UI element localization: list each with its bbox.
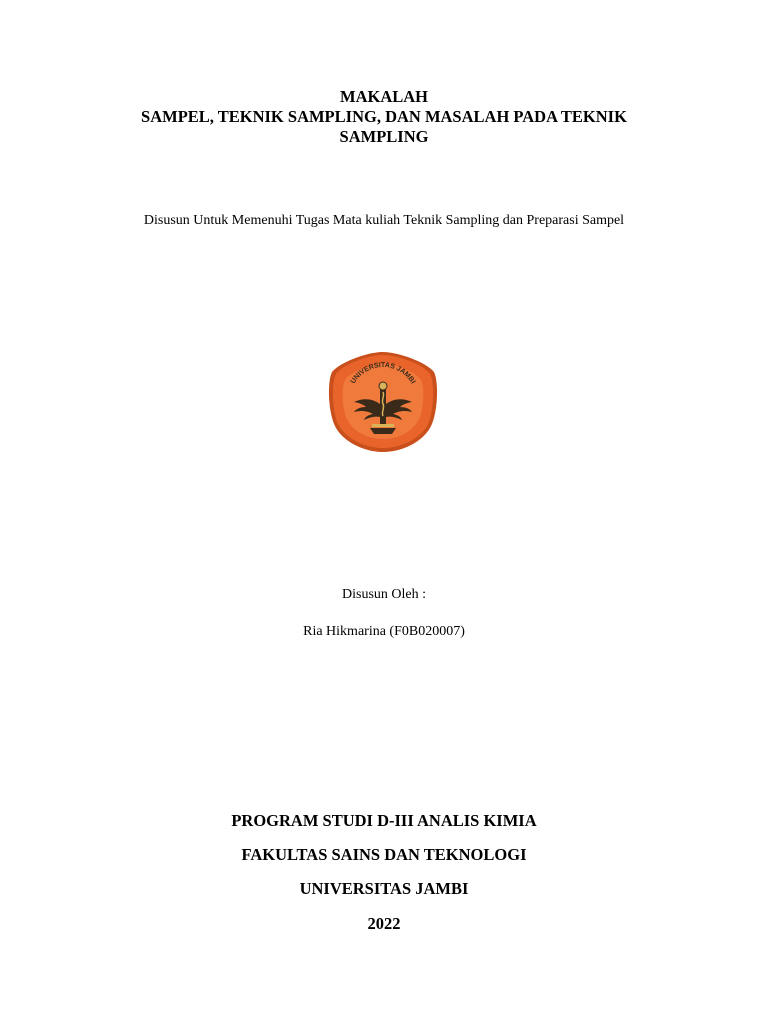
logo-base [370, 428, 396, 434]
title-line-2: SAMPEL, TEKNIK SAMPLING, DAN MASALAH PADA TEKNIK [141, 107, 627, 126]
faculty-name: FAKULTAS SAINS DAN TEKNOLOGI [241, 845, 527, 864]
author-label: Disusun Oleh : [342, 587, 426, 602]
logo-arc-text: UNIVERSITAS JAMBI [349, 361, 417, 386]
author-name: Ria Hikmarina (F0B020007) [303, 624, 465, 639]
title-line-1: MAKALAH [340, 87, 428, 106]
title-line-3: SAMPLING [339, 127, 429, 146]
logo-base-line [372, 424, 394, 427]
document-subtitle: Disusun Untuk Memenuhi Tugas Mata kuliah Teknik Sampling dan Preparasi Sampel [143, 213, 625, 228]
university-logo-emblem [326, 348, 440, 456]
document-title [60, 87, 708, 147]
university-name: UNIVERSITAS JAMBI [299, 879, 469, 898]
logo-top-ornament [379, 382, 387, 390]
document-year: 2022 [367, 914, 401, 933]
university-logo [326, 348, 440, 456]
study-program: PROGRAM STUDI D-III ANALIS KIMIA [231, 811, 537, 830]
